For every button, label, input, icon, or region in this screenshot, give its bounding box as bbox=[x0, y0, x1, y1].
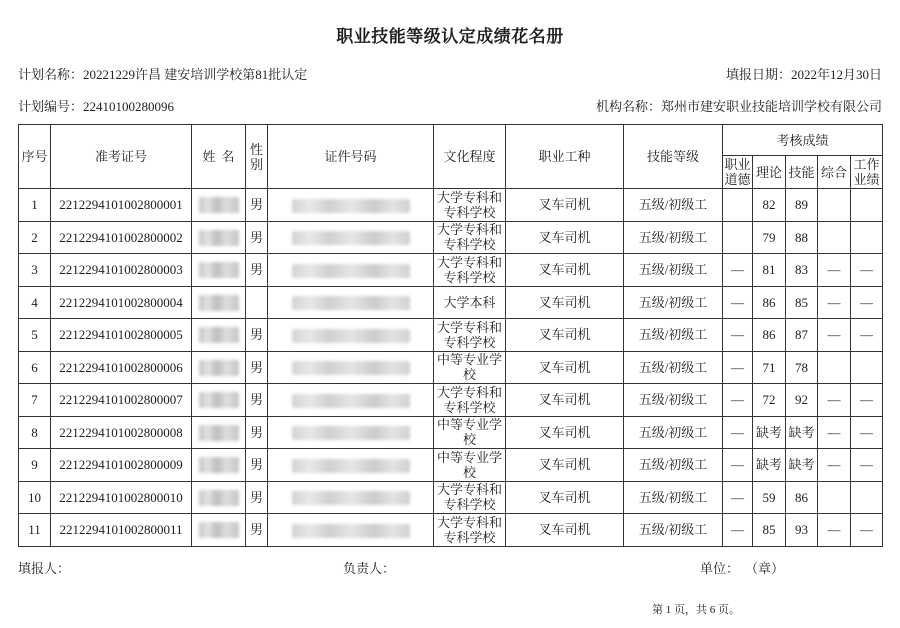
plan-number-label: 计划编号： bbox=[18, 99, 84, 114]
cell-theory-score: 85 bbox=[753, 514, 786, 547]
cell-overall-score: — bbox=[818, 416, 851, 449]
institution-label: 机构名称： bbox=[595, 99, 661, 114]
cell-occupation: 叉车司机 bbox=[506, 514, 624, 547]
unit-label: 单位： bbox=[700, 561, 740, 576]
cell-education: 大学专科和专科学校 bbox=[434, 514, 506, 547]
cell-name bbox=[192, 286, 246, 319]
cell-overall-score bbox=[818, 189, 851, 222]
cell-index: 2 bbox=[19, 221, 51, 254]
cell-performance-score bbox=[851, 351, 883, 384]
cell-ethics-score: — bbox=[723, 384, 753, 417]
cell-theory-score: 86 bbox=[753, 286, 786, 319]
cell-id-number bbox=[268, 384, 434, 417]
cell-theory-score: 82 bbox=[753, 189, 786, 222]
cell-name bbox=[192, 254, 246, 287]
redacted-id-number bbox=[292, 329, 410, 343]
redacted-name bbox=[199, 457, 239, 473]
cell-theory-score: 59 bbox=[753, 481, 786, 514]
cell-skill-score: 87 bbox=[786, 319, 818, 352]
cell-index: 8 bbox=[19, 416, 51, 449]
cell-gender: 男 bbox=[246, 221, 268, 254]
cell-skill-score: 93 bbox=[786, 514, 818, 547]
cell-ethics-score: — bbox=[723, 286, 753, 319]
header-skill: 技能 bbox=[786, 156, 818, 189]
cell-id-number bbox=[268, 221, 434, 254]
header-occupation: 职业工种 bbox=[506, 125, 624, 189]
cell-performance-score: — bbox=[851, 449, 883, 482]
cell-skill-score: 83 bbox=[786, 254, 818, 287]
cell-gender: 男 bbox=[246, 254, 268, 287]
cell-overall-score bbox=[818, 351, 851, 384]
table-row bbox=[19, 319, 883, 352]
cell-index: 4 bbox=[19, 286, 51, 319]
cell-gender: 男 bbox=[246, 189, 268, 222]
cell-education: 中等专业学校 bbox=[434, 449, 506, 482]
plan-number bbox=[18, 99, 174, 115]
cell-gender: 男 bbox=[246, 416, 268, 449]
cell-id-number bbox=[268, 189, 434, 222]
cell-name bbox=[192, 221, 246, 254]
cell-skill-level: 五级/初级工 bbox=[624, 319, 723, 352]
cell-id-number bbox=[268, 319, 434, 352]
score-roster-table bbox=[18, 124, 883, 547]
cell-performance-score bbox=[851, 221, 883, 254]
redacted-name bbox=[199, 262, 239, 278]
cell-id-number bbox=[268, 481, 434, 514]
header-index: 序号 bbox=[19, 125, 51, 189]
cell-name bbox=[192, 514, 246, 547]
document-title: 职业技能等级认定成绩花名册 bbox=[336, 27, 564, 46]
cell-gender: 男 bbox=[246, 319, 268, 352]
cell-theory-score: 81 bbox=[753, 254, 786, 287]
cell-overall-score: — bbox=[818, 319, 851, 352]
cell-gender: 男 bbox=[246, 514, 268, 547]
redacted-id-number bbox=[292, 199, 410, 213]
header-overall: 综合 bbox=[818, 156, 851, 189]
cell-skill-level: 五级/初级工 bbox=[624, 416, 723, 449]
cell-ticket-number: 2212294101002800008 bbox=[51, 416, 192, 449]
table-row bbox=[19, 351, 883, 384]
institution bbox=[596, 99, 882, 115]
cell-theory-score: 缺考 bbox=[753, 449, 786, 482]
cell-skill-level: 五级/初级工 bbox=[624, 189, 723, 222]
cell-index: 7 bbox=[19, 384, 51, 417]
table-row bbox=[19, 189, 883, 222]
table-header bbox=[19, 125, 883, 189]
cell-skill-level: 五级/初级工 bbox=[624, 384, 723, 417]
header-row-top bbox=[19, 125, 883, 156]
reporter-label: 填报人： bbox=[18, 561, 71, 576]
cell-theory-score: 79 bbox=[753, 221, 786, 254]
cell-ethics-score: — bbox=[723, 449, 753, 482]
report-date-label: 填报日期： bbox=[725, 67, 791, 82]
cell-index: 6 bbox=[19, 351, 51, 384]
cell-skill-level: 五级/初级工 bbox=[624, 449, 723, 482]
cell-occupation: 叉车司机 bbox=[506, 221, 624, 254]
cell-name bbox=[192, 481, 246, 514]
cell-performance-score: — bbox=[851, 416, 883, 449]
cell-ethics-score: — bbox=[723, 514, 753, 547]
cell-theory-score: 86 bbox=[753, 319, 786, 352]
header-skill-level: 技能等级 bbox=[624, 125, 723, 189]
cell-skill-level: 五级/初级工 bbox=[624, 286, 723, 319]
cell-occupation: 叉车司机 bbox=[506, 449, 624, 482]
cell-occupation: 叉车司机 bbox=[506, 319, 624, 352]
cell-skill-level: 五级/初级工 bbox=[624, 514, 723, 547]
cell-gender: 男 bbox=[246, 481, 268, 514]
cell-index: 1 bbox=[19, 189, 51, 222]
cell-performance-score bbox=[851, 189, 883, 222]
cell-ticket-number: 2212294101002800010 bbox=[51, 481, 192, 514]
table-body bbox=[19, 189, 883, 547]
header-assessment-scores: 考核成绩 bbox=[723, 125, 883, 156]
cell-skill-score: 92 bbox=[786, 384, 818, 417]
cell-ethics-score bbox=[723, 221, 753, 254]
cell-performance-score: — bbox=[851, 319, 883, 352]
redacted-name bbox=[199, 327, 239, 343]
cell-name bbox=[192, 351, 246, 384]
redacted-id-number bbox=[292, 264, 410, 278]
cell-education: 中等专业学校 bbox=[434, 351, 506, 384]
cell-education: 大学专科和专科学校 bbox=[434, 384, 506, 417]
redacted-id-number bbox=[292, 361, 410, 375]
cell-education: 大学本科 bbox=[434, 286, 506, 319]
redacted-name bbox=[199, 392, 239, 408]
cell-overall-score: — bbox=[818, 514, 851, 547]
cell-performance-score: — bbox=[851, 286, 883, 319]
cell-skill-score: 78 bbox=[786, 351, 818, 384]
cell-name bbox=[192, 384, 246, 417]
cell-occupation: 叉车司机 bbox=[506, 384, 624, 417]
redacted-name bbox=[199, 230, 239, 246]
cell-skill-score: 86 bbox=[786, 481, 818, 514]
seal-label: （章） bbox=[745, 561, 785, 576]
cell-education: 大学专科和专科学校 bbox=[434, 481, 506, 514]
redacted-id-number bbox=[292, 296, 410, 310]
header-performance: 工作业绩 bbox=[851, 156, 883, 189]
cell-ticket-number: 2212294101002800001 bbox=[51, 189, 192, 222]
cell-education: 大学专科和专科学校 bbox=[434, 319, 506, 352]
cell-ethics-score: — bbox=[723, 481, 753, 514]
cell-skill-score: 缺考 bbox=[786, 449, 818, 482]
table-row bbox=[19, 286, 883, 319]
header-id-number: 证件号码 bbox=[268, 125, 434, 189]
cell-occupation: 叉车司机 bbox=[506, 481, 624, 514]
table-row bbox=[19, 254, 883, 287]
plan-name-label: 计划名称： bbox=[18, 67, 84, 82]
cell-skill-level: 五级/初级工 bbox=[624, 254, 723, 287]
cell-name bbox=[192, 319, 246, 352]
header-theory: 理论 bbox=[753, 156, 786, 189]
header-ticket-number: 准考证号 bbox=[51, 125, 192, 189]
cell-overall-score: — bbox=[818, 254, 851, 287]
cell-name bbox=[192, 416, 246, 449]
plan-name bbox=[18, 67, 307, 83]
cell-skill-level: 五级/初级工 bbox=[624, 351, 723, 384]
supervisor-label: 负责人： bbox=[343, 561, 396, 576]
cell-id-number bbox=[268, 254, 434, 287]
cell-ethics-score: — bbox=[723, 416, 753, 449]
cell-skill-level: 五级/初级工 bbox=[624, 481, 723, 514]
cell-occupation: 叉车司机 bbox=[506, 351, 624, 384]
cell-gender: 男 bbox=[246, 351, 268, 384]
cell-overall-score: — bbox=[818, 384, 851, 417]
table-row bbox=[19, 416, 883, 449]
table-row bbox=[19, 514, 883, 547]
redacted-name bbox=[199, 197, 239, 213]
header-ethics: 职业道德 bbox=[724, 157, 751, 187]
cell-overall-score bbox=[818, 481, 851, 514]
cell-education: 大学专科和专科学校 bbox=[434, 221, 506, 254]
cell-occupation: 叉车司机 bbox=[506, 254, 624, 287]
cell-theory-score: 72 bbox=[753, 384, 786, 417]
cell-name bbox=[192, 189, 246, 222]
cell-index: 3 bbox=[19, 254, 51, 287]
cell-overall-score: — bbox=[818, 449, 851, 482]
cell-overall-score bbox=[818, 221, 851, 254]
cell-ticket-number: 2212294101002800011 bbox=[51, 514, 192, 547]
cell-id-number bbox=[268, 514, 434, 547]
cell-ethics-score: — bbox=[723, 254, 753, 287]
redacted-id-number bbox=[292, 426, 410, 440]
header-gender: 性别 bbox=[246, 125, 268, 189]
cell-index: 5 bbox=[19, 319, 51, 352]
cell-skill-score: 85 bbox=[786, 286, 818, 319]
cell-id-number bbox=[268, 286, 434, 319]
cell-overall-score: — bbox=[818, 286, 851, 319]
redacted-name bbox=[199, 295, 239, 311]
plan-number-value: 22410100280096 bbox=[83, 99, 175, 114]
cell-ticket-number: 2212294101002800004 bbox=[51, 286, 192, 319]
cell-occupation: 叉车司机 bbox=[506, 189, 624, 222]
cell-ticket-number: 2212294101002800002 bbox=[51, 221, 192, 254]
cell-performance-score: — bbox=[851, 514, 883, 547]
institution-value: 郑州市建安职业技能培训学校有限公司 bbox=[660, 99, 882, 114]
redacted-id-number bbox=[292, 524, 410, 538]
plan-name-value: 20221229许昌 建安培训学校第81批认定 bbox=[83, 67, 308, 82]
redacted-name bbox=[199, 360, 239, 376]
redacted-id-number bbox=[292, 459, 410, 473]
cell-name bbox=[192, 449, 246, 482]
table-row bbox=[19, 481, 883, 514]
cell-performance-score bbox=[851, 481, 883, 514]
cell-skill-score: 缺考 bbox=[786, 416, 818, 449]
cell-theory-score: 缺考 bbox=[753, 416, 786, 449]
cell-education: 大学专科和专科学校 bbox=[434, 189, 506, 222]
cell-performance-score: — bbox=[851, 384, 883, 417]
header-education: 文化程度 bbox=[434, 125, 506, 189]
page-number: 第 1 页，共 6 页。 bbox=[652, 604, 740, 616]
table-row bbox=[19, 384, 883, 417]
cell-id-number bbox=[268, 449, 434, 482]
redacted-id-number bbox=[292, 491, 410, 505]
cell-ticket-number: 2212294101002800005 bbox=[51, 319, 192, 352]
cell-education: 大学专科和专科学校 bbox=[434, 254, 506, 287]
cell-occupation: 叉车司机 bbox=[506, 416, 624, 449]
cell-skill-level: 五级/初级工 bbox=[624, 221, 723, 254]
cell-ticket-number: 2212294101002800009 bbox=[51, 449, 192, 482]
table-row bbox=[19, 449, 883, 482]
redacted-name bbox=[199, 490, 239, 506]
cell-skill-score: 89 bbox=[786, 189, 818, 222]
cell-ticket-number: 2212294101002800007 bbox=[51, 384, 192, 417]
cell-education: 中等专业学校 bbox=[434, 416, 506, 449]
redacted-id-number bbox=[292, 231, 410, 245]
cell-id-number bbox=[268, 351, 434, 384]
report-date-value: 2022年12月30日 bbox=[790, 67, 882, 82]
cell-index: 11 bbox=[19, 514, 51, 547]
header-name: 姓名 bbox=[192, 125, 246, 189]
cell-ticket-number: 2212294101002800003 bbox=[51, 254, 192, 287]
cell-skill-score: 88 bbox=[786, 221, 818, 254]
report-date bbox=[726, 67, 882, 83]
cell-ethics-score: — bbox=[723, 319, 753, 352]
cell-id-number bbox=[268, 416, 434, 449]
cell-gender: 男 bbox=[246, 384, 268, 417]
redacted-name bbox=[199, 522, 239, 538]
redacted-name bbox=[199, 425, 239, 441]
cell-gender: 男 bbox=[246, 449, 268, 482]
cell-index: 10 bbox=[19, 481, 51, 514]
cell-gender bbox=[246, 286, 268, 319]
cell-theory-score: 71 bbox=[753, 351, 786, 384]
cell-performance-score: — bbox=[851, 254, 883, 287]
redacted-id-number bbox=[292, 394, 410, 408]
cell-ethics-score bbox=[723, 189, 753, 222]
cell-index: 9 bbox=[19, 449, 51, 482]
table-row bbox=[19, 221, 883, 254]
cell-ticket-number: 2212294101002800006 bbox=[51, 351, 192, 384]
cell-ethics-score: — bbox=[723, 351, 753, 384]
cell-occupation: 叉车司机 bbox=[506, 286, 624, 319]
